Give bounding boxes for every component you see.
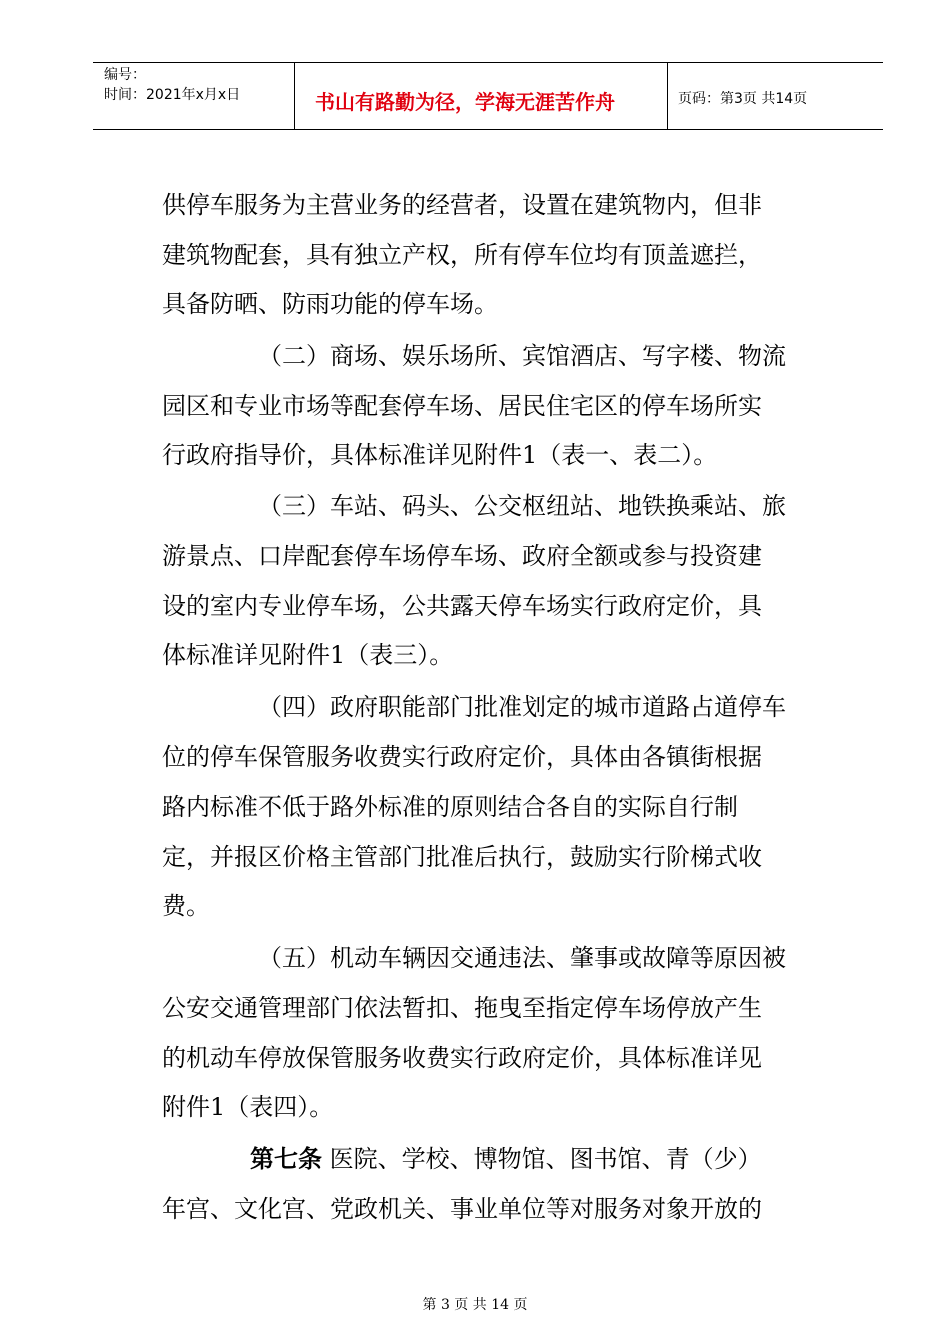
body-line: 公安交通管理部门依法暂扣、拖曳至指定停车场停放产生 <box>162 994 762 1022</box>
body-line: 路内标准不低于路外标准的原则结合各自的实际自行制 <box>162 793 738 821</box>
article-number: 第七条 <box>250 1145 322 1173</box>
body-line: 行政府指导价，具体标准详见附件1（表一、表二）。 <box>162 441 718 469</box>
header-divider-left <box>294 62 295 130</box>
paragraph-start-line: （二）商场、娱乐场所、宾馆酒店、写字楼、物流 <box>258 342 786 370</box>
header-top-rule <box>93 62 883 63</box>
article-seven-line <box>250 1147 762 1171</box>
body-line: 设的室内专业停车场，公共露天停车场实行政府定价，具 <box>162 592 762 620</box>
body-line: 位的停车保管服务收费实行政府定价，具体由各镇街根据 <box>162 743 762 771</box>
body-line: 建筑物配套，具有独立产权，所有停车位均有顶盖遮拦， <box>162 241 762 269</box>
body-line: 年宫、文化宫、党政机关、事业单位等对服务对象开放的 <box>162 1195 762 1223</box>
document-number-label: 编号： <box>104 67 146 83</box>
article-text: 医院、学校、博物馆、图书馆、青（少） <box>329 1145 762 1173</box>
body-line: 体标准详见附件1（表三）。 <box>162 641 454 669</box>
header-divider-right <box>667 62 668 130</box>
paragraph-start-line: （五）机动车辆因交通违法、肇事或故障等原因被 <box>258 944 786 972</box>
document-time-label: 时间：2021年x月x日 <box>104 87 241 103</box>
body-line: 游景点、口岸配套停车场停车场、政府全额或参与投资建 <box>162 542 762 570</box>
paragraph-start-line: （四）政府职能部门批准划定的城市道路占道停车 <box>258 693 786 721</box>
body-line: 定，并报区价格主管部门批准后执行，鼓励实行阶梯式收 <box>162 843 762 871</box>
body-line: 附件1（表四）。 <box>162 1093 334 1121</box>
body-line: 的机动车停放保管服务收费实行政府定价，具体标准详见 <box>162 1044 762 1072</box>
paragraph-start-line: （三）车站、码头、公交枢纽站、地铁换乘站、旅 <box>258 492 786 520</box>
body-line: 费。 <box>162 892 210 920</box>
header-page-info: 页码：第3页 共14页 <box>678 91 808 107</box>
header-bottom-rule <box>93 129 883 130</box>
body-line: 具备防晒、防雨功能的停车场。 <box>162 290 498 318</box>
body-line: 园区和专业市场等配套停车场、居民住宅区的停车场所实 <box>162 392 762 420</box>
footer-page-number: 第 3 页 共 14 页 <box>422 1297 528 1313</box>
header-motto: 书山有路勤为径，学海无涯苦作舟 <box>315 90 615 114</box>
body-line: 供停车服务为主营业务的经营者，设置在建筑物内，但非 <box>162 191 762 219</box>
